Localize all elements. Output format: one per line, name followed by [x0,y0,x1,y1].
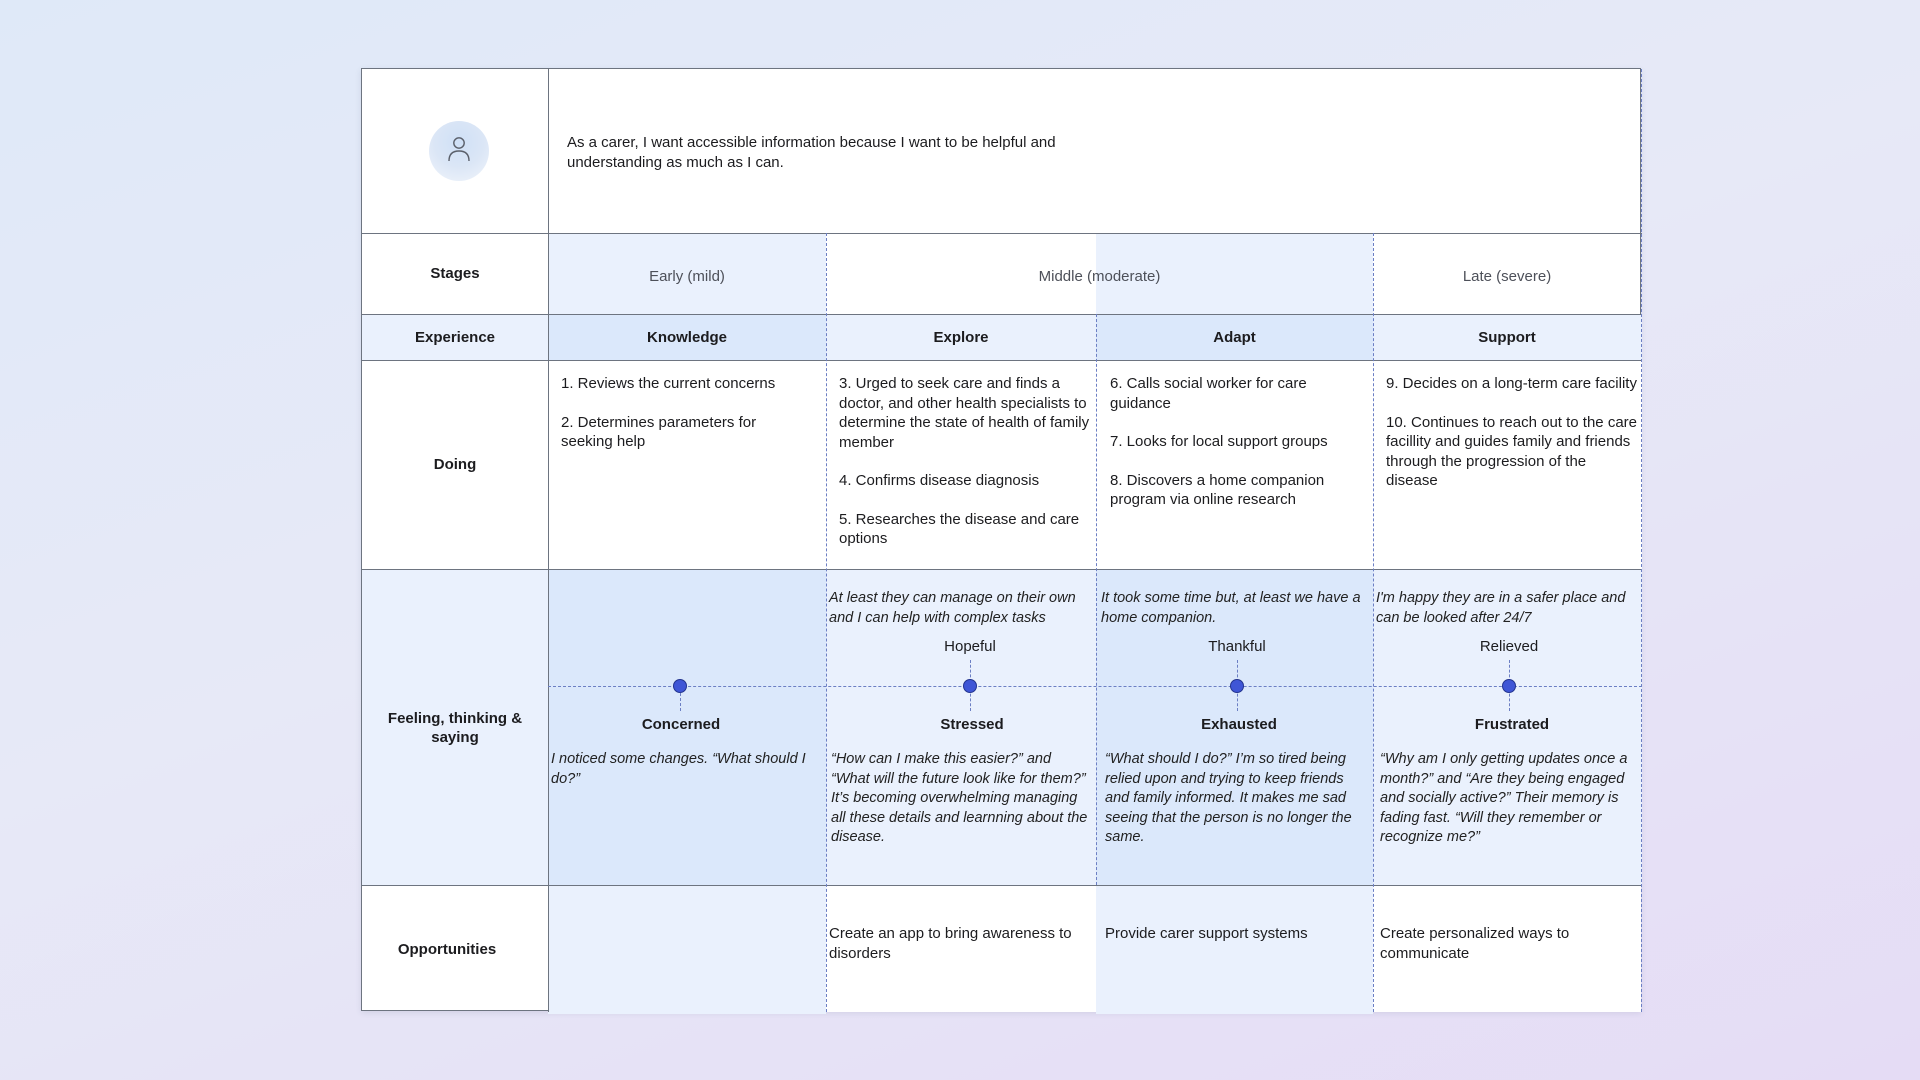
doing-step: 1. Reviews the current concerns [561,375,776,392]
doing-step: 7. Looks for local support groups [1110,433,1328,450]
emotion-dot-adapt [1230,679,1244,693]
positive-quote-adapt: It took some time but, at least we have a home companion. [1101,590,1361,626]
negative-quote-knowledge: I noticed some changes. “What should I do?” [551,751,806,787]
journey-map [361,68,1641,1011]
experience-knowledge: Knowledge [646,328,727,346]
avatar [429,121,489,181]
opportunity-explore: Create an app to bring awareness to disorders [829,925,1072,962]
person-icon [446,134,472,169]
doing-adapt [1110,374,1360,529]
emotion-dot-explore [963,679,977,693]
emotion-dot-support [1502,679,1516,693]
divider [362,885,1642,886]
emotion-concerned: Concerned [641,716,721,733]
positive-quote-support: I'm happy they are in a safer place and can be looked after 24/7 [1376,590,1626,626]
doing-step: 6. Calls social worker for care guidance [1110,375,1307,412]
experience-support: Support [1478,328,1536,346]
negative-quote-explore: “How can I make this easier?” and “What will the future look like for them?” It’s becoming overwhelming managing all these details and learnning about the disease. [831,751,1088,845]
emotion-timeline [548,686,1642,687]
doing-step: 5. Researches the disease and care options [839,510,1080,547]
doing-explore [839,374,1094,568]
stage-early: Early (mild) [649,267,725,285]
emotion-relieved: Relieved [1479,638,1539,655]
row-label-stages: Stages [430,265,480,282]
divider [362,233,1642,234]
opportunity-adapt: Provide carer support systems [1105,925,1308,942]
label-column-divider [548,69,549,1012]
doing-step: 3. Urged to seek care and finds a doctor, and other health specialists to determine the state of health of family member [839,375,1090,451]
doing-step: 10. Continues to reach out to the care facillity and guides family and friends through the progression of the disease [1386,413,1637,489]
row-label-experience: Experience [414,328,496,346]
emotion-dot-knowledge [673,679,687,693]
emotion-stem [680,693,681,711]
emotion-thankful: Thankful [1208,638,1266,655]
row-label-opportunities: Opportunities [397,940,497,958]
stage-middle: Middle (moderate) [1038,267,1161,285]
row-label-feeling: Feeling, thinking & saying [387,709,523,746]
emotion-hopeful: Hopeful [944,638,996,655]
doing-step: 2. Determines parameters for seeking help [561,413,757,450]
experience-adapt: Adapt [1213,328,1256,346]
emotion-stressed: Stressed [940,716,1004,733]
row-label-doing: Doing [433,456,477,473]
doing-step: 4. Confirms disease diagnosis [839,472,1040,489]
emotion-exhausted: Exhausted [1201,716,1277,733]
emotion-frustrated: Frustrated [1474,716,1550,733]
opportunity-support: Create personalized ways to communicate [1380,925,1570,962]
doing-step: 9. Decides on a long-term care facility [1386,375,1637,392]
negative-quote-support: “Why am I only getting updates once a month?” and “Are they being engaged and socially active?” Their memory is fading fast. “Will they remember or recognize me?” [1380,751,1628,845]
doing-support [1386,374,1638,510]
negative-quote-adapt: “What should I do?” I’m so tired being relied upon and trying to keep friends and family informed. It makes me sad seeing that the person is no longer the same. [1105,751,1352,845]
stage-late: Late (severe) [1462,267,1552,285]
dashed-divider [1641,69,1642,1012]
doing-step: 8. Discovers a home companion program via online research [1110,471,1325,508]
persona-statement: As a carer, I want accessible information because I want to be helpful and understanding as much as I can. [567,134,1056,171]
doing-knowledge [561,374,811,471]
divider [362,569,1642,570]
positive-quote-explore: At least they can manage on their own and I can help with complex tasks [829,590,1076,626]
experience-explore: Explore [933,328,989,346]
divider [362,360,1642,361]
